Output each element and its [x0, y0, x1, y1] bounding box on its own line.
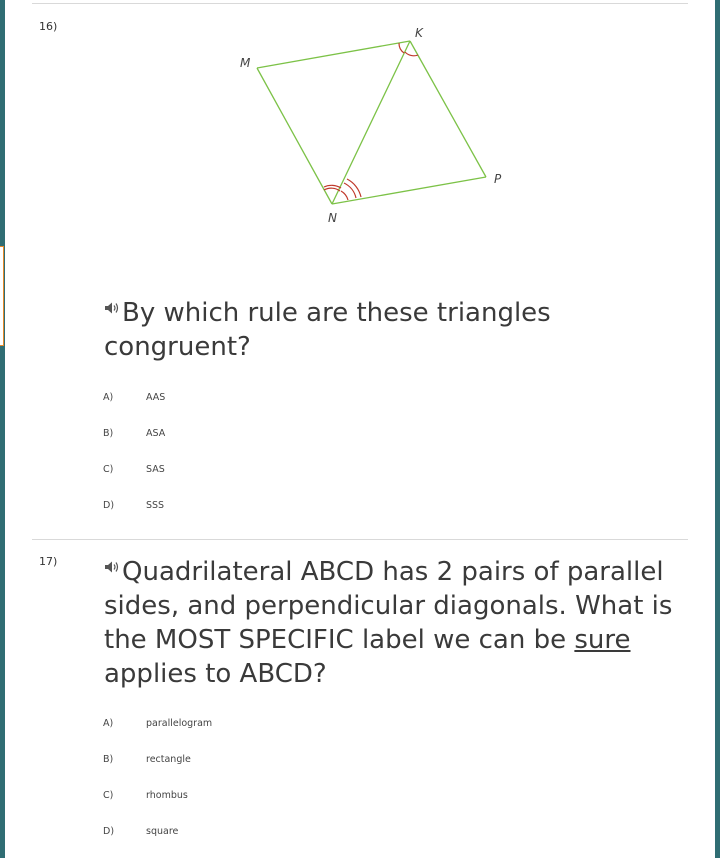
vertex-label-k: K	[415, 26, 423, 40]
vertex-label-n: N	[328, 211, 337, 225]
vertex-label-m: M	[240, 56, 251, 70]
segment-mn	[257, 68, 332, 204]
speaker-icon[interactable]	[104, 301, 120, 315]
choice-letter: C)	[103, 790, 114, 801]
segment-kp	[410, 41, 486, 177]
segment-mk	[257, 41, 410, 68]
side-tab[interactable]	[0, 246, 4, 346]
choice-text: SAS	[146, 464, 165, 475]
choice-letter: A)	[103, 718, 114, 729]
question-text-underlined: sure	[574, 625, 631, 655]
question-text-part: Quadrilateral ABCD has 2 pairs of parallel sides, and perpendicular diagonals. What is the MOST SPECIFIC label we can be	[104, 557, 673, 655]
choice-text: rectangle	[146, 754, 191, 765]
question-text: By which rule are these triangles congruent?	[104, 298, 551, 362]
angle-mark-n2	[341, 191, 348, 200]
triangle-diagram	[0, 0, 720, 240]
vertex-label-p: P	[494, 172, 502, 186]
question-number: 17)	[39, 555, 58, 568]
question-number: 16)	[39, 20, 58, 33]
angle-mark-n1	[324, 188, 340, 191]
choice-text: AAS	[146, 392, 166, 403]
choice-letter: B)	[103, 428, 114, 439]
choice-text: SSS	[146, 500, 165, 511]
choice-letter: C)	[103, 464, 114, 475]
choice-text: rhombus	[146, 790, 188, 801]
angle-mark-n2c	[347, 179, 361, 197]
angle-mark-k1	[399, 43, 404, 53]
choice-letter: B)	[103, 754, 114, 765]
choice-text: parallelogram	[146, 718, 213, 729]
segment-kn	[332, 41, 410, 204]
question-prompt	[104, 296, 674, 364]
question-prompt	[104, 555, 674, 691]
choice-text: ASA	[146, 428, 166, 439]
choice-text: square	[146, 826, 179, 837]
choice-letter: A)	[103, 392, 114, 403]
choice-letter: D)	[103, 500, 115, 511]
question-text-part: applies to ABCD?	[104, 659, 327, 689]
segment-np	[332, 177, 486, 204]
speaker-icon[interactable]	[104, 560, 120, 574]
choice-letter: D)	[103, 826, 115, 837]
divider	[32, 539, 688, 540]
